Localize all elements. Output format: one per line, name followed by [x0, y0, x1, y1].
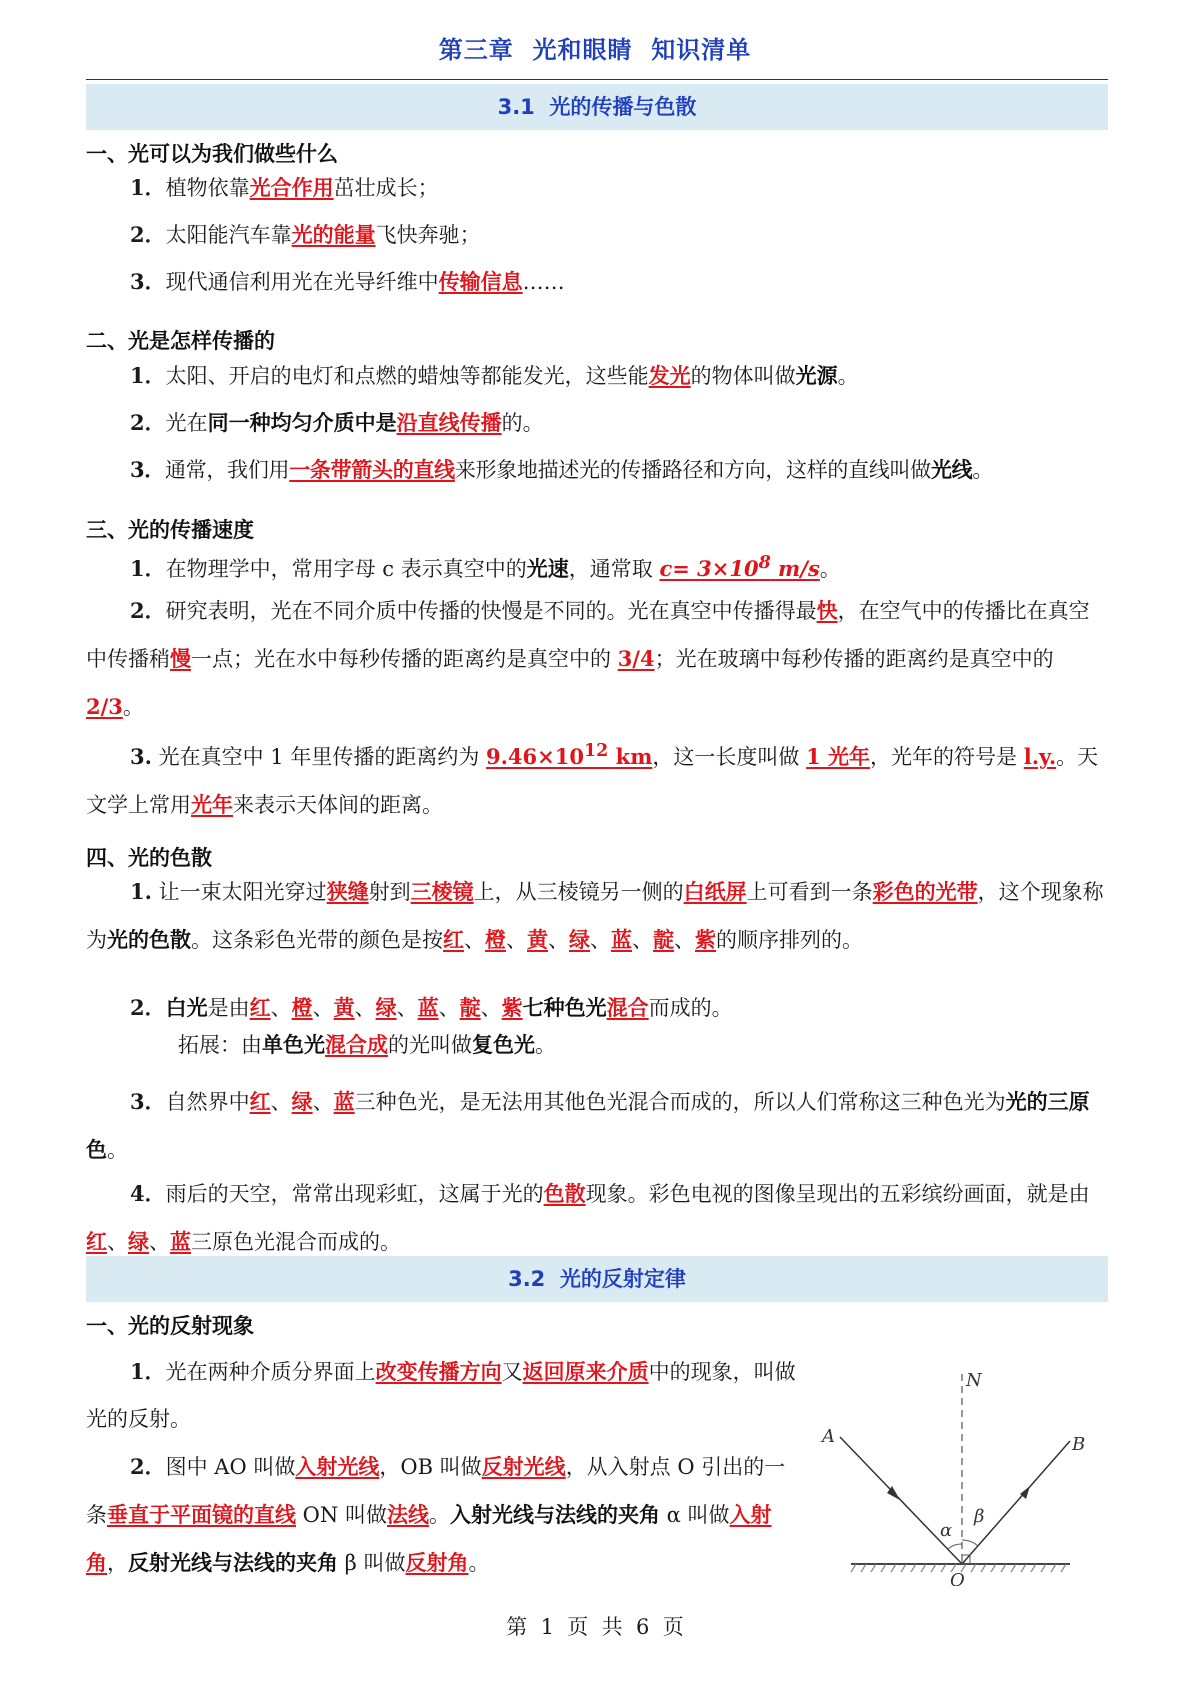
item-c1: 1．在物理学中，常用字母 c 表示真空中的光速，通常取 $c= 3\times 10^8$ m/s。 — [130, 553, 841, 581]
item-b3: 3．通常，我们用一条带箭头的直线来形象地描述光的传播路径和方向，这样的直线叫做光线。 — [130, 457, 994, 482]
item-c2: 2．研究表明，光在不同介质中传播的快慢是不同的。光在真空中传播得最快，在空气中的传播比在真空中传播稍慢一点；光在水中每秒传播的距离约是真空中的 3/4；光在玻璃中每秒传播的距离约是真空中的 2/3。 — [86, 598, 1090, 719]
item-d2: 2．白光是由红、橙、黄、绿、蓝、靛、紫七种色光混合而成的。 — [130, 995, 733, 1020]
page-title: 第三章 光和眼睛 知识清单 — [438, 36, 752, 64]
answer-transmit-info: 传输信息 — [438, 269, 523, 294]
item-e1: 1．光在两种介质分界面上改变传播方向又返回原来介质中的现象，叫做光的反射。 — [86, 1359, 796, 1431]
section-banner-3-1: 3.1 光的传播与色散 — [86, 84, 1108, 130]
item-a2: 2．太阳能汽车靠光的能量飞快奔驰； — [130, 222, 481, 247]
heading-light-uses: 一、光可以为我们做些什么 — [86, 142, 338, 166]
page-footer: 第 1 页 共 6 页 — [506, 1615, 684, 1639]
section-banner-3-2: 3.2 光的反射定律 — [86, 1256, 1108, 1302]
angle-arc-beta — [962, 1540, 978, 1546]
item-d4: 4．雨后的天空，常常出现彩虹，这属于光的色散现象。彩色电视的图像呈现出的五彩缤纷画面，就是由红、绿、蓝三原色光混合而成的。 — [86, 1181, 1090, 1254]
heading-light-speed: 三、光的传播速度 — [86, 518, 254, 542]
item-e2: 2．图中 AO 叫做入射光线，OB 叫做反射光线，从入射点 O 引出的一条垂直于平面镜的直线 ON 叫做法线。入射光线与法线的夹角 α 叫做入射角，反射光线与法线的夹角 β 叫做反射角。 — [86, 1454, 786, 1575]
item-a3: 3．现代通信利用光在光导纤维中传输信息…… — [130, 269, 565, 294]
label-N: N — [966, 1370, 982, 1391]
reflection-diagram — [800, 1356, 1090, 1586]
label-alpha: α — [940, 1520, 953, 1541]
label-beta: β — [974, 1506, 985, 1527]
heading-light-propagation: 二、光是怎样传播的 — [86, 329, 275, 353]
item-d1: 1. 让一束太阳光穿过狭缝射到三棱镜上，从三棱镜另一侧的白纸屏上可看到一条彩色的光带，这个现象称为光的色散。这条彩色光带的颜色是按红、橙、黄、绿、蓝、靛、紫的顺序排列的。 — [86, 879, 1104, 952]
angle-arc-alpha — [948, 1544, 962, 1549]
answer-light-energy: 光的能量 — [291, 222, 376, 247]
heading-reflection: 一、光的反射现象 — [86, 1314, 254, 1338]
label-O: O — [950, 1570, 965, 1586]
incident-ray — [840, 1437, 962, 1564]
answer-photosynthesis: 光合作用 — [249, 175, 334, 200]
label-A: A — [822, 1426, 835, 1447]
extension-note: 拓展：由单色光混合成的光叫做复色光。 — [178, 1032, 556, 1057]
item-b2: 2．光在同一种均匀介质中是沿直线传播的。 — [130, 410, 544, 435]
item-c3: 3. 光在真空中 1 年里传播的距离约为 $9.46\times 10^{12}$ km，这一长度叫做 1 光年，光年的符号是 l.y.。天文学上常用光年来表示天体间的距离。 — [86, 741, 1099, 817]
item-a1: 1．植物依靠光合作用茁壮成长； — [130, 175, 439, 200]
item-b1: 1．太阳、开启的电灯和点燃的蜡烛等都能发光，这些能发光的物体叫做光源。 — [130, 363, 859, 388]
item-d3: 3．自然界中红、绿、蓝三种色光，是无法用其他色光混合而成的，所以人们常称这三种色光为光的三原色。 — [86, 1089, 1090, 1162]
title-rule — [86, 79, 1108, 80]
heading-dispersion: 四、光的色散 — [86, 846, 212, 870]
label-B: B — [1072, 1434, 1086, 1455]
